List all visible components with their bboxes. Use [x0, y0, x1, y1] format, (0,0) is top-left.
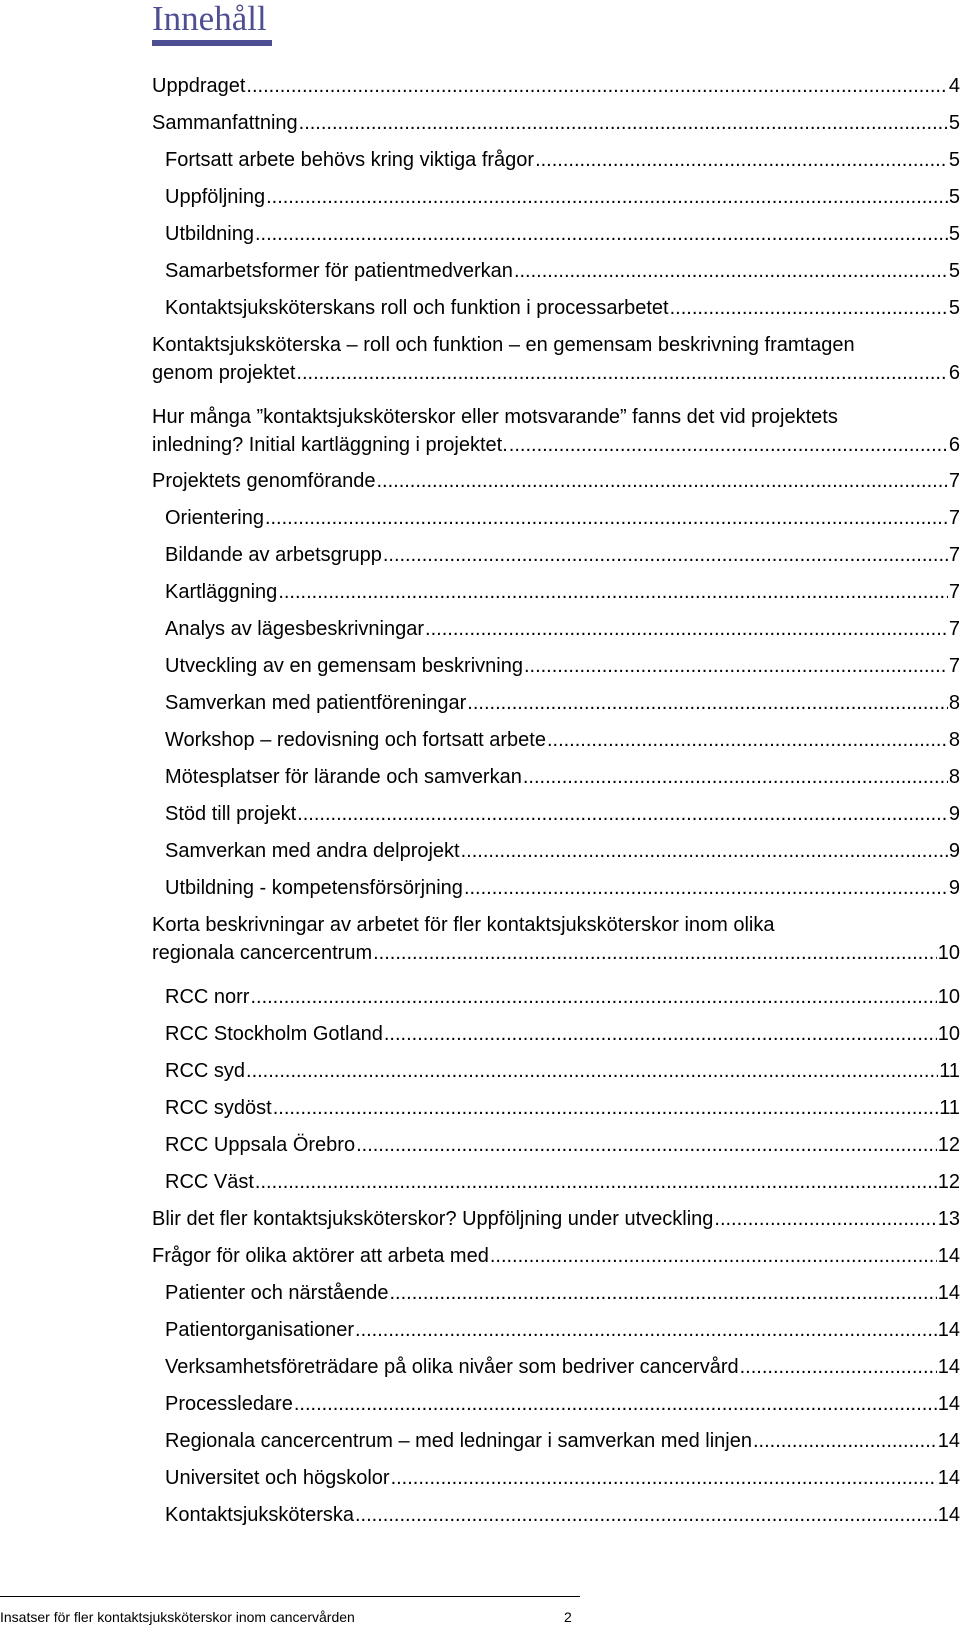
- toc-entry-page: 7: [948, 618, 960, 640]
- toc-entry-page: 14: [937, 1319, 960, 1341]
- toc-entry[interactable]: [165, 1020, 960, 1048]
- toc-dot-leader: [255, 220, 948, 248]
- toc-entry-title-line1: Kontaktsjuksköterska – roll och funktion – en gemensam beskrivning framtagen: [152, 334, 855, 356]
- toc-entry-title-line1: Korta beskrivningar av arbetet för fler kontaktsjuksköterskor inom olika: [152, 914, 775, 936]
- toc-entry[interactable]: [152, 911, 960, 967]
- toc-entry-title: Samverkan med patientföreningar: [165, 692, 467, 714]
- toc-dot-leader: [509, 431, 948, 459]
- toc-entry-page: 14: [937, 1245, 960, 1267]
- toc-dot-leader: [490, 1242, 937, 1270]
- toc-entry-title: RCC sydöst: [165, 1097, 272, 1119]
- toc-entry-title: Kontaktsjuksköterskans roll och funktion i processarbetet: [165, 297, 669, 319]
- toc-entry-page: 5: [948, 186, 960, 208]
- toc-dot-leader: [355, 1316, 937, 1344]
- toc-dot-leader: [467, 689, 948, 717]
- toc-entry-page: 14: [937, 1393, 960, 1415]
- footer-page-number: 2: [564, 1609, 572, 1625]
- toc-entry-page: 9: [948, 803, 960, 825]
- page-heading: Innehåll: [152, 0, 267, 38]
- toc-entry-page: 12: [937, 1171, 960, 1193]
- toc-entry-title: RCC norr: [165, 986, 250, 1008]
- toc-dot-leader: [273, 1094, 939, 1122]
- toc-dot-leader: [391, 1464, 937, 1492]
- toc-entry[interactable]: [165, 983, 960, 1011]
- toc-entry-page: 9: [948, 840, 960, 862]
- toc-dot-leader: [464, 874, 948, 902]
- toc-entry[interactable]: [165, 1353, 960, 1381]
- toc-entry-page: 7: [948, 655, 960, 677]
- toc-entry-page: 11: [939, 1060, 960, 1082]
- toc-entry-page: 14: [937, 1467, 960, 1489]
- toc-entry-title-line1: Hur många ”kontaktsjuksköterskor eller motsvarande” fanns det vid projektets: [152, 406, 838, 428]
- toc-entry[interactable]: [165, 183, 960, 211]
- toc-entry[interactable]: [165, 726, 960, 754]
- toc-entry-page: 8: [948, 766, 960, 788]
- toc-entry-page: 13: [937, 1208, 960, 1230]
- toc-entry[interactable]: [165, 1131, 960, 1159]
- toc-entry-title: Patientorganisationer: [165, 1319, 355, 1341]
- toc-entry[interactable]: [165, 1427, 960, 1455]
- toc-entry-title: Verksamhetsföreträdare på olika nivåer som bedriver cancervård: [165, 1356, 739, 1378]
- toc-entry-title: genom projektet: [152, 362, 296, 384]
- toc-entry-title: Bildande av arbetsgrupp: [165, 544, 382, 566]
- toc-entry-title: Universitet och högskolor: [165, 1467, 390, 1489]
- toc-entry-page: 14: [937, 1430, 960, 1452]
- toc-entry[interactable]: [165, 1501, 960, 1529]
- toc-entry-title: RCC syd: [165, 1060, 246, 1082]
- toc-entry[interactable]: [165, 837, 960, 865]
- toc-entry-page: 10: [937, 1023, 960, 1045]
- toc-entry-title: regionala cancercentrum: [152, 942, 373, 964]
- toc-entry-title: RCC Stockholm Gotland: [165, 1023, 383, 1045]
- toc-entry-title: Samverkan med andra delprojekt: [165, 840, 460, 862]
- page-footer: [0, 1596, 580, 1625]
- toc-entry-title: RCC Uppsala Örebro: [165, 1134, 356, 1156]
- toc-entry-title: Kartläggning: [165, 581, 278, 603]
- toc-entry-page: 5: [948, 112, 960, 134]
- toc-entry-page: 7: [948, 544, 960, 566]
- toc-entry-title: Uppdraget: [152, 75, 246, 97]
- toc-entry-page: 11: [939, 1097, 960, 1119]
- toc-entry[interactable]: [165, 1464, 960, 1492]
- toc-dot-leader: [514, 257, 948, 285]
- toc-entry-title: Sammanfattning: [152, 112, 298, 134]
- toc-entry[interactable]: [152, 403, 960, 459]
- toc-dot-leader: [524, 652, 948, 680]
- toc-entry-title: Samarbetsformer för patientmedverkan: [165, 260, 513, 282]
- toc-entry[interactable]: [165, 504, 960, 532]
- toc-entry-title: Utbildning - kompetensförsörjning: [165, 877, 463, 899]
- toc-dot-leader: [535, 146, 948, 174]
- toc-dot-leader: [278, 578, 948, 606]
- toc-entry-page: 6: [948, 362, 960, 384]
- toc-entry[interactable]: [152, 467, 960, 495]
- toc-entry[interactable]: [152, 109, 960, 137]
- toc-entry[interactable]: [165, 615, 960, 643]
- toc-dot-leader: [250, 983, 936, 1011]
- toc-dot-leader: [294, 1390, 937, 1418]
- toc-entry-page: 8: [948, 729, 960, 751]
- toc-entry-page: 5: [948, 260, 960, 282]
- toc-entry-title: Uppföljning: [165, 186, 266, 208]
- toc-dot-leader: [297, 800, 948, 828]
- toc-entry-page: 7: [948, 507, 960, 529]
- toc-entry[interactable]: [165, 652, 960, 680]
- toc-entry-title: RCC Väst: [165, 1171, 254, 1193]
- toc-entry[interactable]: [165, 1168, 960, 1196]
- toc-dot-leader: [753, 1427, 937, 1455]
- toc-entry-title: Fortsatt arbete behövs kring viktiga frågor: [165, 149, 535, 171]
- toc-entry-title: Patienter och närstående: [165, 1282, 389, 1304]
- toc-dot-leader: [390, 1279, 937, 1307]
- toc-dot-leader: [255, 1168, 937, 1196]
- toc-dot-leader: [425, 615, 948, 643]
- toc-entry[interactable]: [165, 541, 960, 569]
- toc-entry-page: 12: [937, 1134, 960, 1156]
- toc-entry-page: 14: [937, 1504, 960, 1526]
- toc-entry-page: 14: [937, 1282, 960, 1304]
- toc-entry[interactable]: [165, 1279, 960, 1307]
- toc-dot-leader: [383, 541, 948, 569]
- toc-dot-leader: [246, 72, 947, 100]
- toc-dot-leader: [246, 1057, 938, 1085]
- toc-entry-page: 5: [948, 223, 960, 245]
- toc-entry-title: Kontaktsjuksköterska: [165, 1504, 354, 1526]
- toc-entry[interactable]: [152, 331, 960, 387]
- footer-document-title: Insatser för fler kontaktsjuksköterskor inom cancervården: [0, 1609, 355, 1625]
- toc-dot-leader: [740, 1353, 937, 1381]
- toc-entry-page: 8: [948, 692, 960, 714]
- toc-entry[interactable]: [165, 1094, 960, 1122]
- toc-entry-title: Projektets genomförande: [152, 470, 376, 492]
- toc-entry-page: 5: [948, 297, 960, 319]
- toc-entry-title: Orientering: [165, 507, 264, 529]
- toc-entry[interactable]: [165, 146, 960, 174]
- toc-entry-page: 5: [948, 149, 960, 171]
- toc-entry[interactable]: [165, 1316, 960, 1344]
- toc-dot-leader: [376, 467, 947, 495]
- toc-entry[interactable]: [165, 800, 960, 828]
- toc-entry[interactable]: [165, 689, 960, 717]
- toc-dot-leader: [714, 1205, 936, 1233]
- toc-entry-title: Stöd till projekt: [165, 803, 297, 825]
- toc-entry-page: 9: [948, 877, 960, 899]
- toc-dot-leader: [523, 763, 948, 791]
- toc-entry-page: 7: [948, 581, 960, 603]
- toc-dot-leader: [547, 726, 948, 754]
- toc-dot-leader: [266, 183, 948, 211]
- toc-entry-title: Frågor för olika aktörer att arbeta med: [152, 1245, 489, 1267]
- toc-entry[interactable]: [165, 578, 960, 606]
- toc-entry-page: 4: [948, 75, 960, 97]
- toc-entry-title: Workshop – redovisning och fortsatt arbete: [165, 729, 546, 751]
- toc-entry[interactable]: [165, 874, 960, 902]
- toc-dot-leader: [355, 1501, 937, 1529]
- toc-entry-page: 6: [948, 434, 960, 456]
- toc-dot-leader: [373, 939, 937, 967]
- toc-entry[interactable]: [165, 1057, 960, 1085]
- toc-dot-leader: [384, 1020, 937, 1048]
- toc-entry-title: Regionala cancercentrum – med ledningar i samverkan med linjen: [165, 1430, 752, 1452]
- toc-entry[interactable]: [165, 1390, 960, 1418]
- toc-entry[interactable]: [165, 257, 960, 285]
- toc-dot-leader: [296, 359, 947, 387]
- toc-entry-title: Mötesplatser för lärande och samverkan: [165, 766, 522, 788]
- toc-entry[interactable]: [152, 72, 960, 100]
- toc-dot-leader: [461, 837, 948, 865]
- toc-entry-title: inledning? Initial kartläggning i projektet.: [152, 434, 508, 456]
- toc-entry[interactable]: [165, 220, 960, 248]
- toc-dot-leader: [670, 294, 948, 322]
- toc-dot-leader: [265, 504, 948, 532]
- heading-underline: [152, 40, 272, 46]
- toc-entry[interactable]: [165, 763, 960, 791]
- toc-entry-title: Utveckling av en gemensam beskrivning: [165, 655, 523, 677]
- toc-entry-page: 10: [937, 942, 960, 964]
- toc-entry-page: 10: [937, 986, 960, 1008]
- toc-entry-title: Blir det fler kontaktsjuksköterskor? Uppföljning under utveckling: [152, 1208, 714, 1230]
- toc-dot-leader: [299, 109, 948, 137]
- toc-entry-title: Processledare: [165, 1393, 293, 1415]
- toc-entry[interactable]: [152, 1205, 960, 1233]
- toc-entry[interactable]: [152, 1242, 960, 1270]
- toc-dot-leader: [356, 1131, 937, 1159]
- toc-entry-page: 14: [937, 1356, 960, 1378]
- toc-entry-title: Utbildning: [165, 223, 254, 245]
- toc-entry-title: Analys av lägesbeskrivningar: [165, 618, 425, 640]
- toc-entry-page: 7: [948, 470, 960, 492]
- toc-entry[interactable]: [165, 294, 960, 322]
